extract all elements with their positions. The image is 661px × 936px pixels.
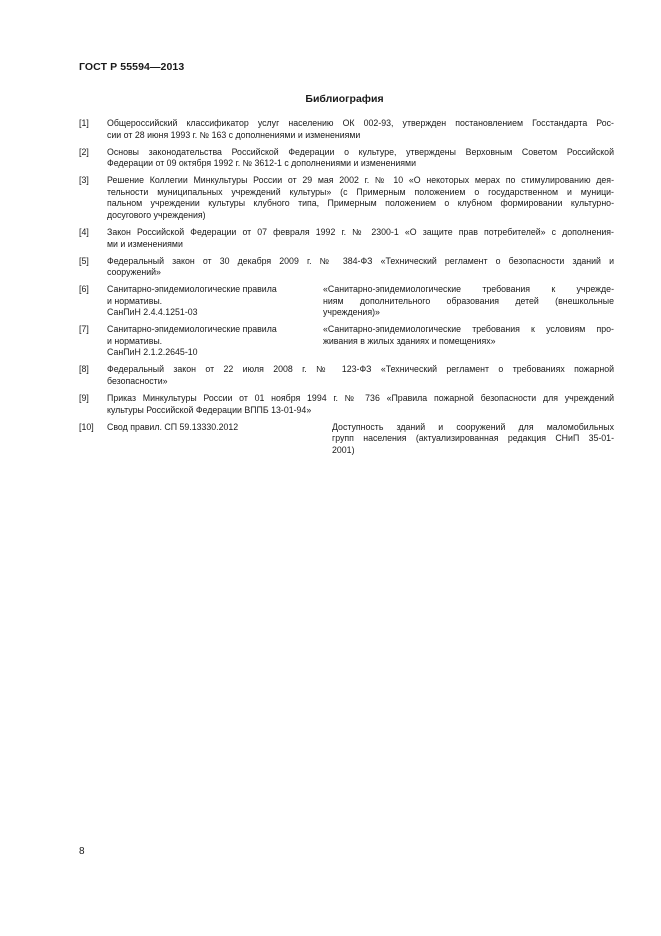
entry-columns bbox=[107, 324, 614, 359]
entry-number: [1] bbox=[79, 118, 89, 128]
entry-line: сооружений» bbox=[107, 267, 161, 278]
section-title: Библиография bbox=[305, 93, 384, 105]
entry-line: ми и изменениями bbox=[107, 238, 183, 249]
entry-line: и нормативы. bbox=[107, 335, 163, 346]
entry-text bbox=[107, 227, 614, 250]
entry-line: Общероссийский классификатор услуг населению ОК 002-93, утвержден постановлением Госстандарта Рос- bbox=[107, 118, 614, 128]
bibliography-entry-2 bbox=[79, 147, 614, 170]
entry-designation bbox=[107, 324, 323, 359]
entry-designation bbox=[107, 422, 332, 457]
entry-text bbox=[107, 147, 614, 170]
bibliography-entry-5 bbox=[79, 256, 614, 279]
entry-line: 2001) bbox=[332, 444, 355, 455]
entry-line: безопасности» bbox=[107, 376, 168, 387]
bibliography-entry-1 bbox=[79, 118, 614, 141]
bibliography-entry-10 bbox=[79, 422, 614, 457]
bibliography-entry-8 bbox=[79, 364, 614, 387]
entry-line: Федеральный закон от 30 декабря 2009 г. № 384-ФЗ «Технический регламент о безопасности зданий и bbox=[107, 255, 614, 266]
entry-number: [8] bbox=[79, 364, 89, 375]
entry-line: Федеральный закон от 22 июля 2008 г. № 123-ФЗ «Технический регламент о требованиях пожарной bbox=[107, 364, 614, 375]
entry-number: [3] bbox=[79, 175, 89, 186]
bibliography-list bbox=[79, 118, 614, 462]
entry-text bbox=[107, 256, 614, 279]
bibliography-entry-6 bbox=[79, 284, 614, 319]
entry-text bbox=[107, 364, 614, 387]
entry-line: групп населения (актуализированная редакция СНиП 35-01- bbox=[332, 433, 614, 444]
entry-line: Решение Коллегии Минкультуры России от 29 мая 2002 г. № 10 «О некоторых мерах по стимулированию дея- bbox=[107, 175, 614, 186]
bibliography-entry-9 bbox=[79, 393, 614, 416]
entry-line: «Санитарно-эпидемиологические требования к учрежде- bbox=[323, 284, 614, 295]
entry-title bbox=[332, 422, 614, 457]
bibliography-entry-3 bbox=[79, 175, 614, 221]
document-code: ГОСТ Р 55594—2013 bbox=[79, 61, 185, 73]
entry-number: [2] bbox=[79, 146, 89, 157]
entry-line: Санитарно-эпидемиологические правила bbox=[107, 324, 277, 335]
entry-columns bbox=[107, 284, 614, 319]
entry-designation bbox=[107, 284, 323, 319]
entry-line: пальном учреждении культуры клубного типа, Примерным положением о клубном формировании культурно- bbox=[107, 198, 614, 209]
entry-text bbox=[107, 175, 614, 221]
entry-line: Закон Российской Федерации от 07 февраля 1992 г. № 2300-1 «О защите прав потребителей» с дополнения- bbox=[107, 226, 614, 237]
entry-line: сии от 28 июня 1993 г. № 163 с дополнениями и изменениями bbox=[107, 129, 361, 140]
entry-line: Федерации от 09 октября 1992 г. № 3612-1 с дополнениями и изменениями bbox=[107, 158, 416, 169]
entry-line: Доступность зданий и сооружений для маломобильных bbox=[332, 421, 614, 432]
entry-line: Санитарно-эпидемиологические правила bbox=[107, 284, 277, 295]
entry-number: [6] bbox=[79, 284, 89, 295]
entry-text bbox=[107, 118, 614, 141]
bibliography-entry-7 bbox=[79, 324, 614, 359]
entry-number: [5] bbox=[79, 255, 89, 266]
entry-line: «Санитарно-эпидемиологические требования к условиям про- bbox=[323, 324, 614, 335]
entry-number: [9] bbox=[79, 393, 89, 403]
entry-number: [4] bbox=[79, 226, 89, 237]
entry-line: культуры Российской Федерации ВППБ 13-01-94» bbox=[107, 404, 312, 415]
entry-line: Приказ Минкультуры России от 01 ноября 1994 г. № 736 «Правила пожарной безопасности для учреждений bbox=[107, 393, 614, 403]
entry-line: Основы законодательства Российской Федерации о культуре, утверждены Верховным Советом Российской bbox=[107, 146, 614, 157]
entry-line: Свод правил. СП 59.13330.2012 bbox=[107, 421, 239, 432]
entry-line: живания в жилых зданиях и помещениях» bbox=[323, 335, 496, 346]
entry-line: ниям дополнительного образования детей (внешкольные bbox=[323, 295, 614, 306]
entry-title bbox=[323, 284, 614, 319]
entry-number: [10] bbox=[79, 421, 94, 432]
page-number: 8 bbox=[79, 846, 85, 857]
bibliography-entry-4 bbox=[79, 227, 614, 250]
entry-line: СанПиН 2.1.2.2645-10 bbox=[107, 347, 198, 358]
entry-line: досугового учреждения) bbox=[107, 209, 206, 220]
entry-title bbox=[323, 324, 614, 359]
entry-line: и нормативы. bbox=[107, 295, 163, 306]
entry-columns bbox=[107, 422, 614, 457]
entry-line: СанПиН 2.4.4.1251-03 bbox=[107, 307, 198, 318]
entry-line: тельности муниципальных учреждений культуры» (с Примерным положением о государственном и муници- bbox=[107, 186, 614, 197]
entry-number: [7] bbox=[79, 324, 89, 335]
entry-line: учреждения)» bbox=[323, 307, 380, 318]
entry-text bbox=[107, 393, 614, 416]
